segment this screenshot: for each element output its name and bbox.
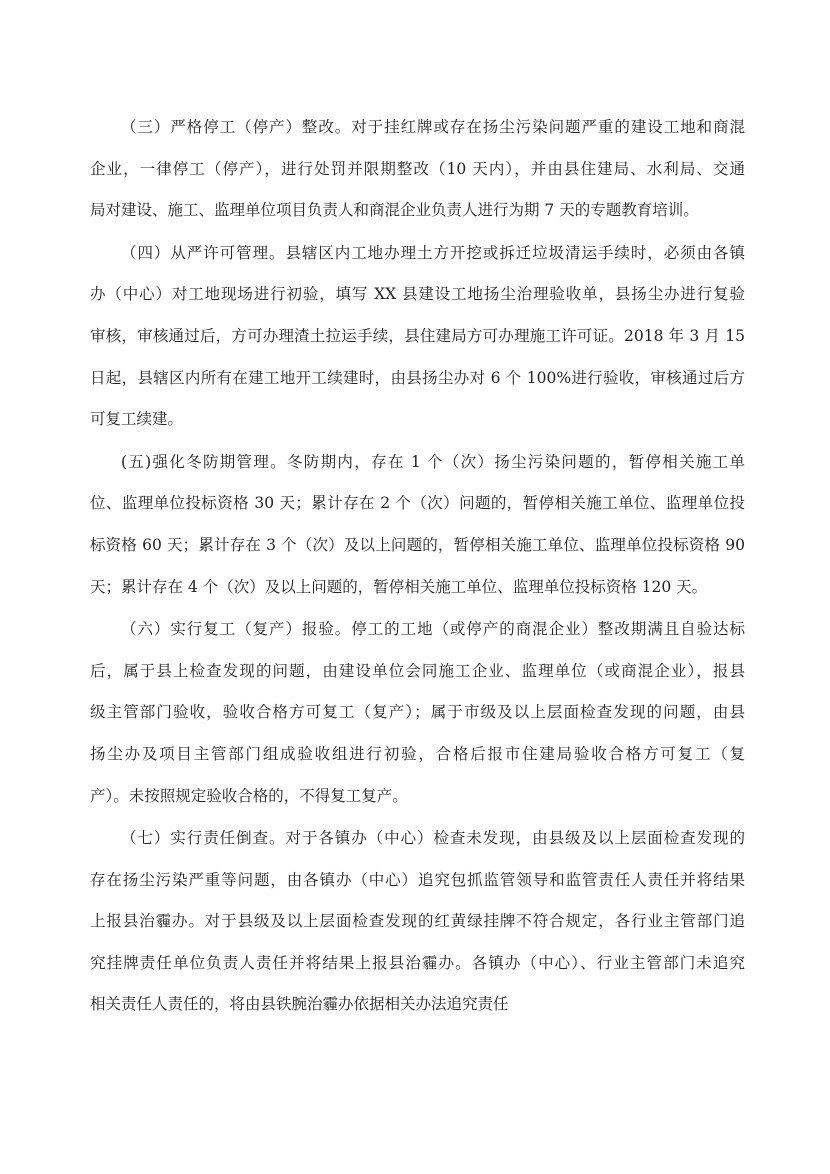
text-line: 产）。未按照规定验收合格的，不得复工复产。 (90, 786, 408, 805)
paragraph (90, 447, 745, 613)
text-line: 相关责任人责任的，将由县铁腕治霾办依据相关办法追究责任 (90, 995, 509, 1014)
text-line: 级主管部门验收，验收合格方可复工（复产）；属于市级及以上层面检查发现的问题，由县 (90, 703, 745, 722)
text-line: 审核，审核通过后，方可办理渣土拉运手续，县住建局方可办理施工许可证。2018 年 3 月 15 (90, 326, 745, 345)
text-line: (五)强化冬防期管理。冬防期内，存在 1 个（次）扬尘污染问题的，暂停相关施工单 (121, 452, 745, 471)
paragraph (90, 238, 745, 446)
text-line: 日起，县辖区内所有在建工地开工续建时，由县扬尘办对 6 个 100%进行验收，审核通过后方 (90, 368, 745, 387)
text-line: （四）从严许可管理。县辖区内工地办理土方开挖或拆迁垃圾清运手续时，必须由各镇 (121, 243, 745, 262)
text-line: 企业，一律停工（停产），进行处罚并限期整改（10 天内），并由县住建局、水利局、交通 (90, 159, 745, 178)
text-line: 标资格 60 天；累计存在 3 个（次）及以上问题的，暂停相关施工单位、监理单位投标资格 90 (90, 535, 745, 554)
text-line: 可复工续建。 (90, 410, 184, 429)
text-line: 上报县治霾办。对于县级及以上层面检查发现的红黄绿挂牌不符合规定，各行业主管部门追 (90, 912, 745, 931)
text-line: 天；累计存在 4 个（次）及以上问题的，暂停相关施工单位、监理单位投标资格 120 天。 (90, 577, 708, 596)
paragraph (90, 823, 745, 1031)
text-line: 存在扬尘污染严重等问题，由各镇办（中心）追究包抓监管领导和监管责任人责任并将结果 (90, 870, 745, 889)
paragraph (90, 614, 745, 822)
text-line: （三）严格停工（停产）整改。对于挂红牌或存在扬尘污染问题严重的建设工地和商混 (121, 118, 745, 136)
text-line: 局对建设、施工、监理单位项目负责人和商混企业负责人进行为期 7 天的专题教育培训。 (90, 201, 699, 220)
paragraph (90, 112, 745, 237)
text-line: 究挂牌责任单位负责人责任并将结果上报县治霾办。各镇办（中心）、行业主管部门未追究 (90, 953, 745, 972)
text-line: （六）实行复工（复产）报验。停工的工地（或停产的商混企业）整改期满且自验达标 (121, 620, 745, 639)
text-line: 办（中心）对工地现场进行初验，填写 XX 县建设工地扬尘治理验收单，县扬尘办进行复验 (90, 285, 745, 304)
document-body (90, 112, 745, 1032)
text-line: （七）实行责任倒查。对于各镇办（中心）检查未发现，由县级及以上层面检查发现的 (121, 829, 745, 848)
text-line: 后，属于县上检查发现的问题，由建设单位会同施工企业、监理单位（或商混企业），报县 (90, 661, 745, 680)
text-line: 扬尘办及项目主管部门组成验收组进行初验，合格后报市住建局验收合格方可复工（复 (90, 744, 745, 763)
text-line: 位、监理单位投标资格 30 天；累计存在 2 个（次）问题的，暂停相关施工单位、监理单位投 (90, 494, 745, 513)
